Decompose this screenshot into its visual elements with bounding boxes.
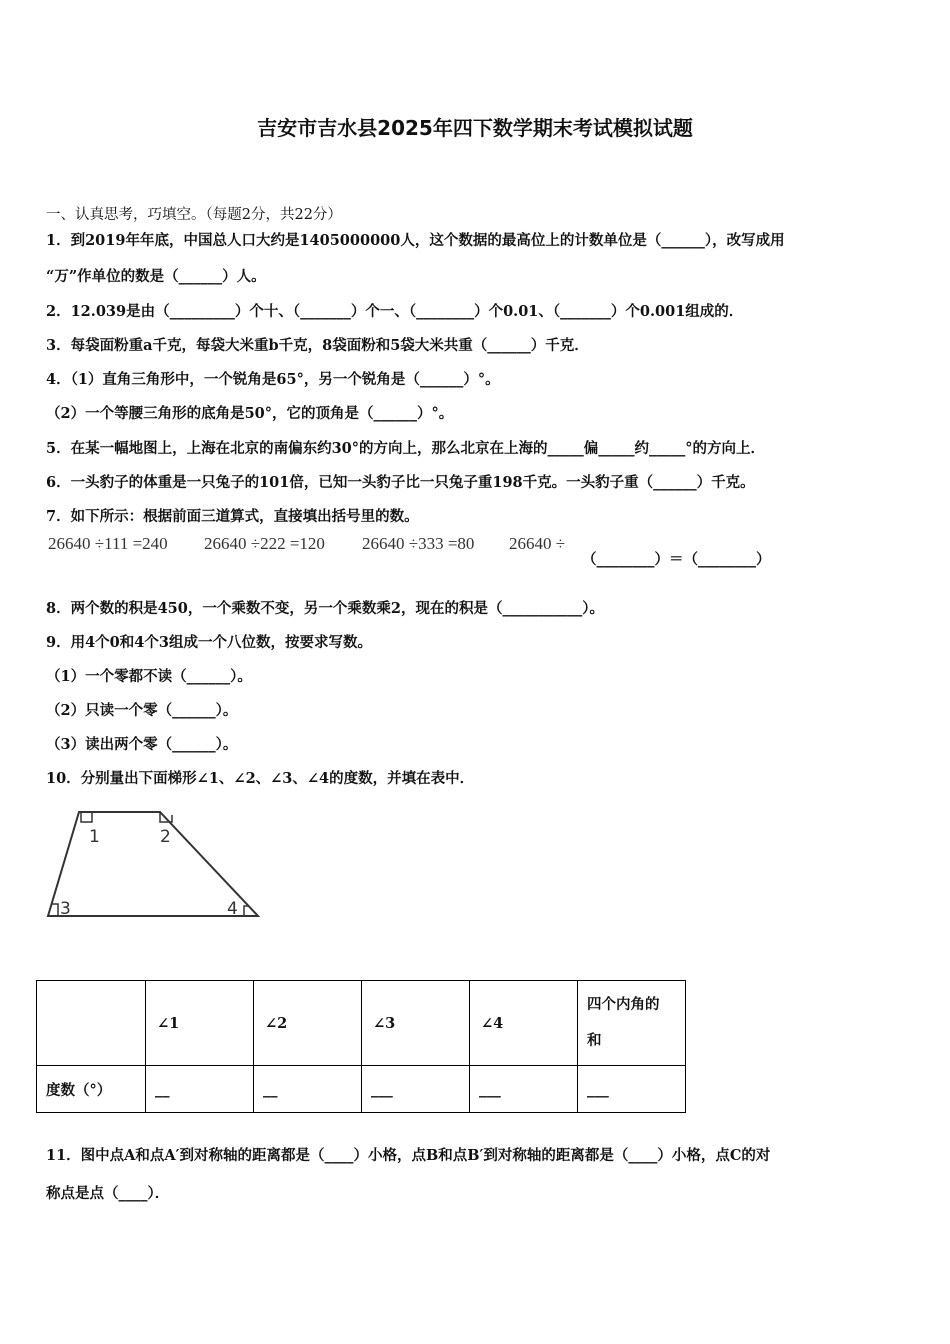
table-header-cell	[362, 981, 470, 1066]
angle-4-mark	[244, 906, 248, 916]
trapezoid-figure	[44, 808, 264, 920]
angle-label-1: 1	[89, 827, 100, 847]
question-4-part-1: 4．（1）直角三角形中，一个锐角是65°，另一个锐角是（______）°。	[46, 371, 500, 388]
equation-4: 26640 ÷	[509, 534, 566, 553]
header-angle-4: ∠4	[481, 1014, 504, 1032]
equation-4-blanks: （________）＝（________）	[582, 551, 771, 568]
question-6: 6．一头豹子的体重是一只兔子的101倍，已知一头豹子比一只兔子重198千克。一头豹子重（______）千克。	[46, 474, 755, 491]
question-11-line-2: 称点是点（____）．	[46, 1185, 170, 1202]
question-9: 9．用4个0和4个3组成一个八位数，按要求写数。	[46, 634, 372, 651]
header-angle-1: ∠1	[157, 1014, 180, 1032]
header-angle-sum-line-2: 和	[587, 1032, 602, 1049]
answer-cell-2: __	[254, 1066, 362, 1113]
question-5: 5．在某一幅地图上，上海在北京的南偏东约30°的方向上，那么北京在上海的_____偏_____约_____°的方向上．	[46, 440, 766, 457]
header-angle-sum	[578, 981, 686, 1066]
table-header-cell	[470, 981, 578, 1066]
answer-cell-1: __	[146, 1066, 254, 1113]
answer-cell-4: ___	[470, 1066, 578, 1113]
equation-3: 26640 ÷333 =80	[362, 534, 475, 553]
header-angle-sum-line-1: 四个内角的	[587, 996, 660, 1013]
question-4-part-2: （2）一个等腰三角形的底角是50°，它的顶角是（______）°。	[46, 405, 454, 422]
angle-1-mark	[81, 812, 92, 822]
table-header-cell	[146, 981, 254, 1066]
angle-label-2: 2	[160, 827, 171, 847]
table-header-cell	[254, 981, 362, 1066]
question-11-line-1: 11．图中点A和点A′到对称轴的距离都是（____）小格，点B和点B′到对称轴的距离都是（____）小格，点C的对	[46, 1147, 771, 1164]
table-corner-cell	[37, 981, 146, 1066]
answer-cell-3: ___	[362, 1066, 470, 1113]
question-10: 10．分别量出下面梯形∠1、∠2、∠3、∠4的度数，并填在表中．	[46, 770, 475, 787]
equation-2: 26640 ÷222 =120	[204, 534, 325, 553]
angle-label-4: 4	[227, 899, 238, 919]
header-angle-3: ∠3	[373, 1014, 396, 1032]
question-8: 8．两个数的积是450，一个乘数不变，另一个乘数乘2，现在的积是（___________）。	[46, 600, 604, 617]
row-label-degrees: 度数（°）	[37, 1066, 146, 1113]
question-9-part-2: （2）只读一个零（______）。	[46, 702, 238, 719]
table-header-row	[37, 981, 686, 1066]
question-1-line-2: “万”作单位的数是（______）人。	[46, 268, 266, 285]
section-heading: 一、认真思考，巧填空。（每题2分，共22分）	[46, 207, 342, 223]
question-3: 3．每袋面粉重a千克，每袋大米重b千克，8袋面粉和5袋大米共重（______）千克．	[46, 337, 589, 354]
question-7: 7．如下所示：根据前面三道算式，直接填出括号里的数。	[46, 508, 419, 525]
question-2: 2．12.039是由（_________）个十、（_______）个一、（________）个0.01、（_______）个0.001组成的．	[46, 303, 744, 320]
question-9-part-1: （1）一个零都不读（______）。	[46, 668, 252, 685]
header-angle-2: ∠2	[265, 1014, 288, 1032]
question-9-part-3: （3）读出两个零（______）。	[46, 736, 238, 753]
angle-table	[36, 980, 686, 1113]
answer-cell-sum: ___	[578, 1066, 686, 1113]
page-title: 吉安市吉水县2025年四下数学期末考试模拟试题	[257, 116, 693, 140]
equation-1: 26640 ÷111 =240	[48, 534, 168, 553]
angle-label-3: 3	[60, 899, 71, 919]
table-row	[37, 1066, 686, 1113]
question-1-line-1: 1．到2019年年底，中国总人口大约是1405000000人，这个数据的最高位上的计数单位是（______），改写成用	[46, 232, 785, 249]
